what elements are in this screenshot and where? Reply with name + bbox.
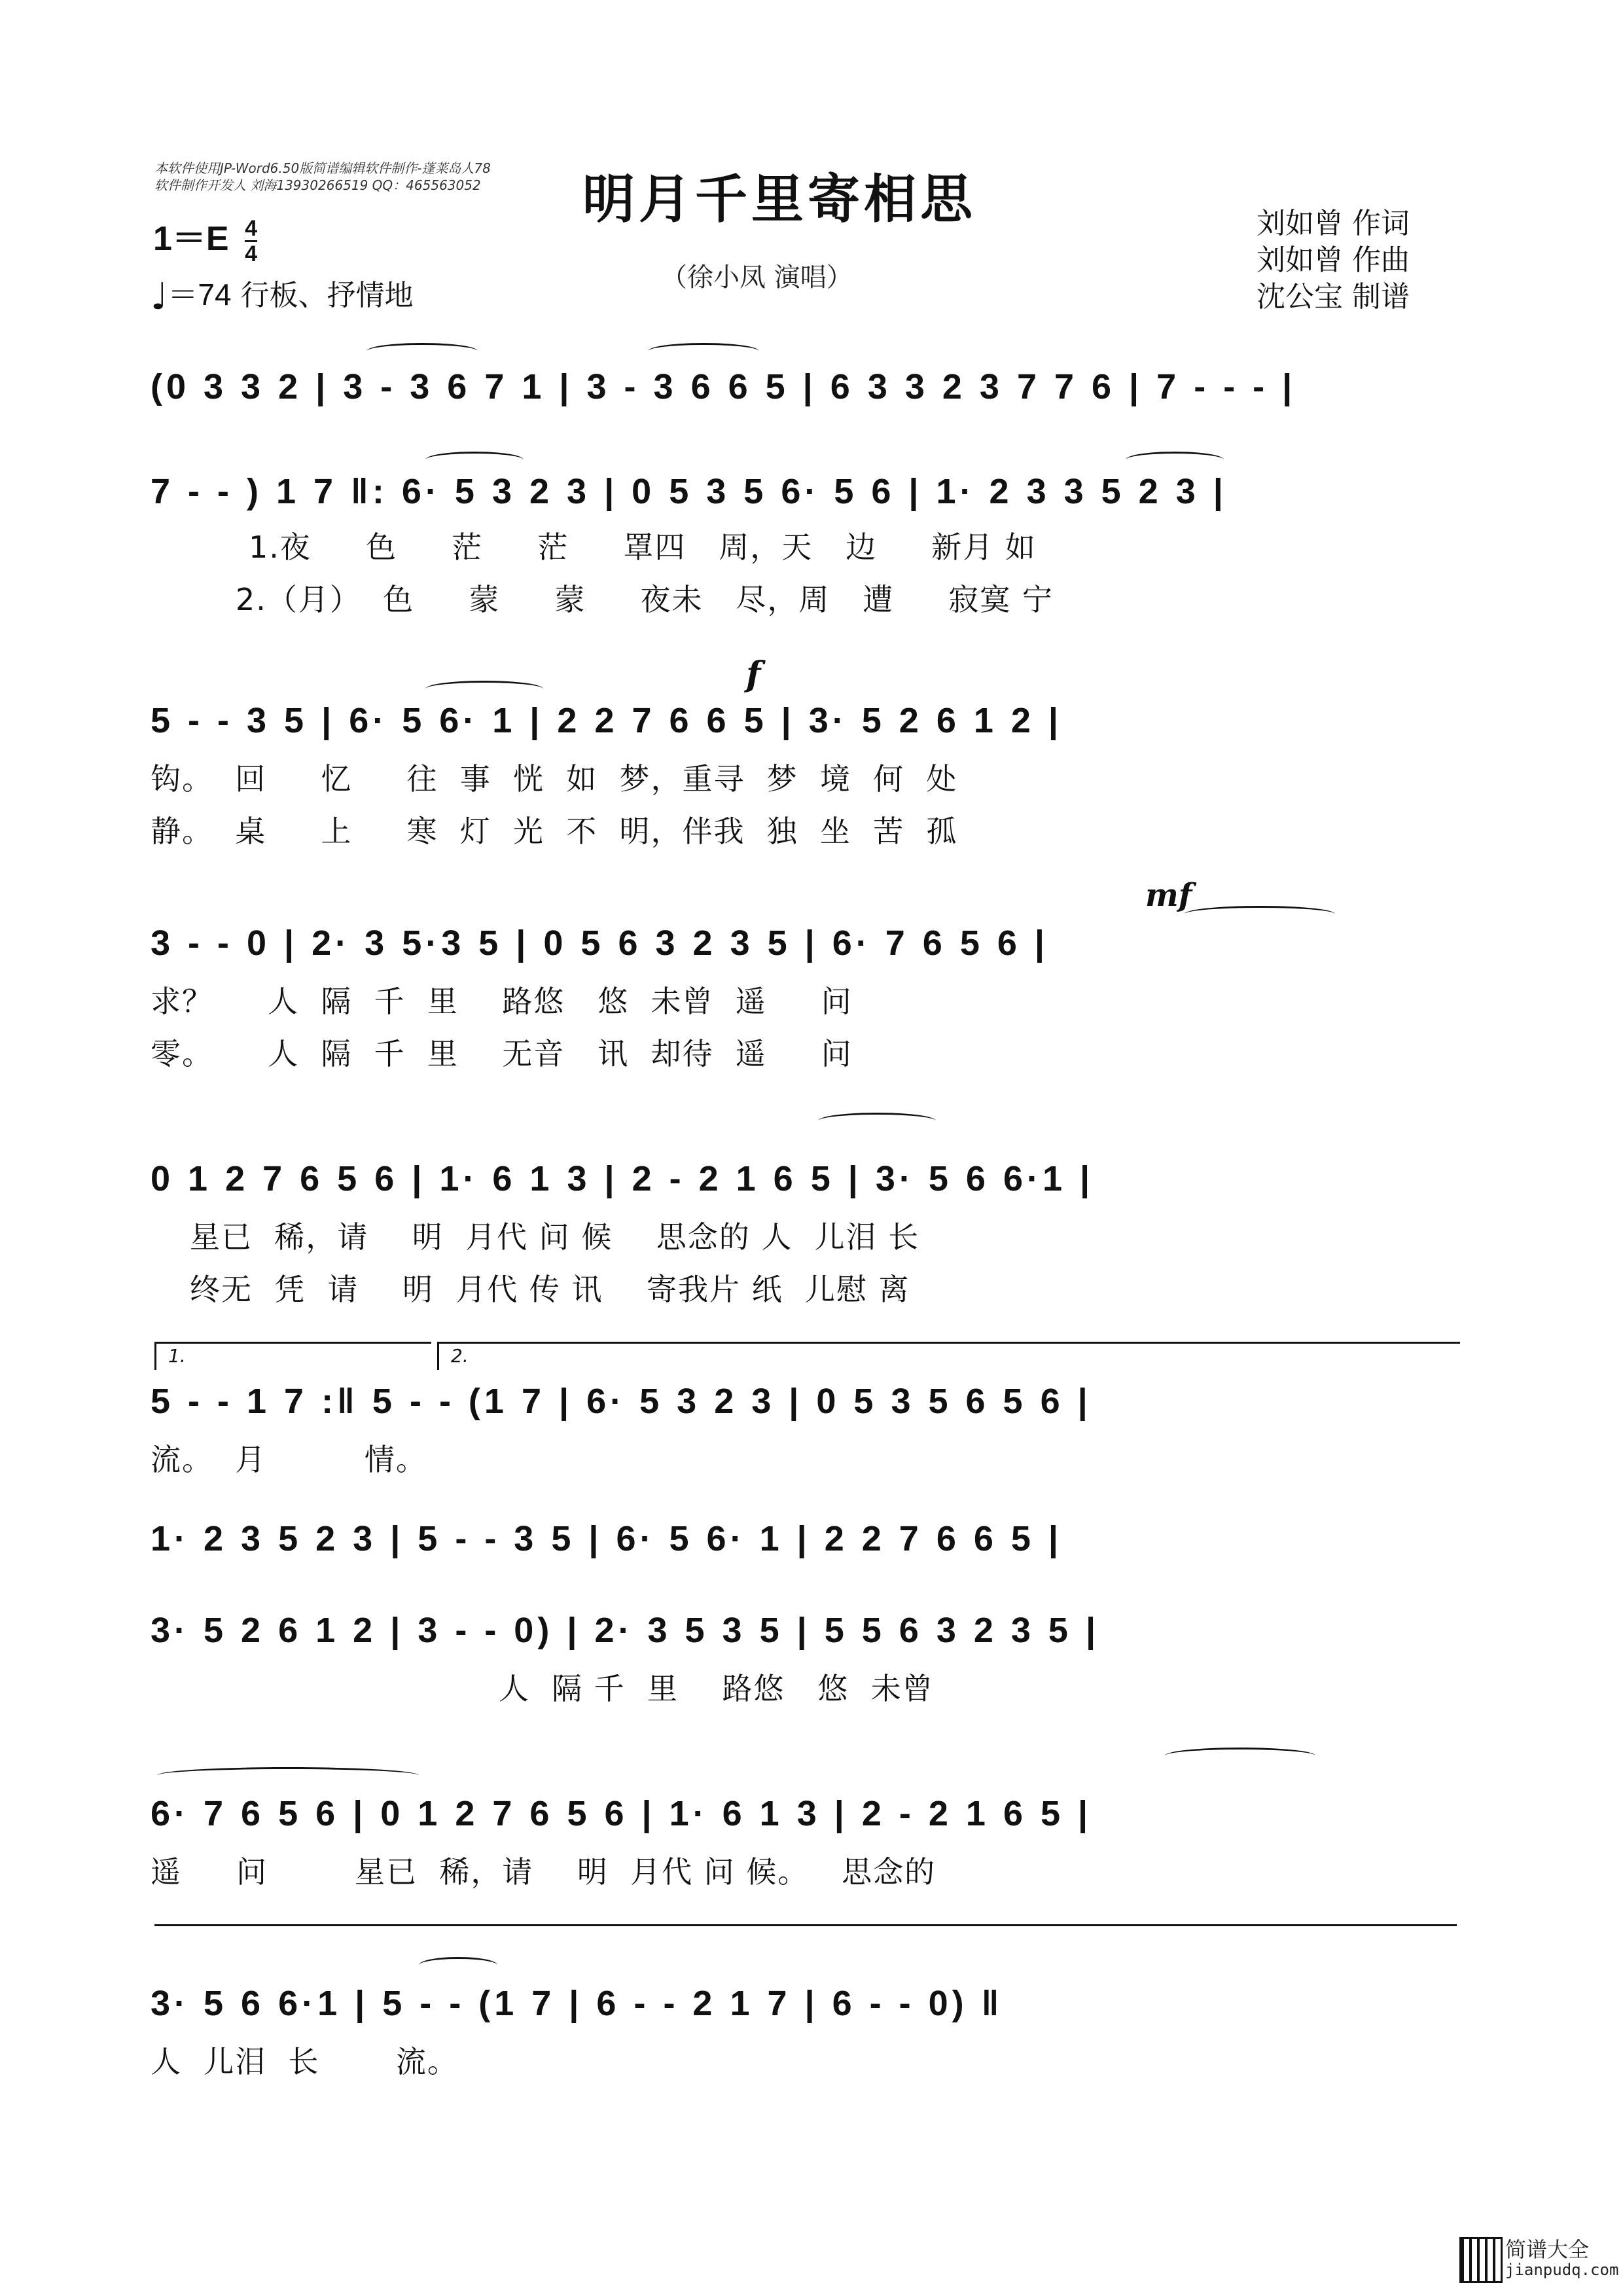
notes-line: 3· 5 2 6 1 2 | 3 - - 0) | 2· 3 5 3 5 | 5 5 6 3 2 3 5 | bbox=[151, 1611, 1100, 1650]
slur bbox=[366, 343, 478, 359]
slur bbox=[157, 1767, 419, 1784]
ending-bracket-1 bbox=[154, 1342, 431, 1370]
key-label: 1＝E bbox=[153, 220, 229, 258]
lyric-verse-2: 零。 人 隔 千 里 无音 讯 却待 遥 问 bbox=[151, 1036, 853, 1071]
score-system-10 bbox=[151, 1983, 1459, 2081]
notes-line: 5 - - 3 5 | 6· 5 6· 1 | 2 2 7 6 6 5 | 3· 5 2 6 1 2 | bbox=[151, 701, 1063, 740]
slur bbox=[648, 343, 759, 359]
lyric-line: 人 隔 千 里 路悠 悠 未曾 bbox=[151, 1671, 934, 1706]
dynamic-forte: f bbox=[746, 655, 761, 694]
composer-credit: 刘如曾 作曲 bbox=[1257, 243, 1410, 277]
time-signature-top: 4 bbox=[245, 215, 257, 241]
dynamic-mezzo-forte: mf bbox=[1145, 877, 1192, 914]
lyric-verse-1: 1.夜 色 茫 茫 罩四 周，天 边 新月 如 bbox=[249, 529, 1037, 565]
lyric-verse-2: 静。 桌 上 寒 灯 光 不 明，伴我 独 坐 苦 孤 bbox=[151, 814, 958, 849]
time-signature-bottom: 4 bbox=[245, 241, 257, 266]
slur bbox=[1185, 906, 1335, 922]
tempo-text: 行板、抒情地 bbox=[240, 279, 414, 312]
brand-url: jianpudq.com bbox=[1505, 2261, 1619, 2279]
lyric-verse-1: 求？ 人 隔 千 里 路悠 悠 未曾 遥 问 bbox=[151, 984, 853, 1019]
lyric-line: 人 儿泪 长 流。 bbox=[151, 2044, 459, 2079]
score-system-7 bbox=[151, 1518, 1459, 1559]
slur bbox=[818, 1113, 936, 1129]
notes-line: 7 - - ) 1 7 ‖: 6· 5 3 2 3 | 0 5 3 5 6· 5 6 | 1· 2 3 3 5 2 3 | bbox=[151, 472, 1227, 511]
slur bbox=[1165, 1748, 1315, 1764]
lyricist-credit: 刘如曾 作词 bbox=[1257, 207, 1410, 240]
ending-bracket-2 bbox=[437, 1342, 1460, 1370]
ending-2-label: 2. bbox=[451, 1345, 469, 1367]
tempo-bpm: ＝74 bbox=[168, 278, 232, 312]
slur bbox=[425, 681, 543, 697]
notes-line: (0 3 3 2 | 3 - 3 6 7 1 | 3 - 3 6 6 5 | 6 3 3 2 3 7 7 6 | 7 - - - | bbox=[151, 367, 1296, 406]
lyric-verse-2: 终无 凭 请 明 月代 传 讯 寄我片 纸 儿慰 离 bbox=[190, 1272, 910, 1307]
score-system-2 bbox=[151, 471, 1459, 619]
key-signature bbox=[153, 211, 257, 266]
lyric-verse-1: 星已 稀，请 明 月代 问 候 思念的 人 儿泪 长 bbox=[190, 1219, 920, 1255]
slur bbox=[419, 1957, 497, 1973]
score-system-9 bbox=[151, 1793, 1459, 1892]
singer-credit: （徐小凤 演唱） bbox=[661, 262, 853, 293]
lyric-line: 遥 问 星已 稀，请 明 月代 问 候。 思念的 bbox=[151, 1854, 936, 1890]
score-system-6 bbox=[151, 1381, 1459, 1479]
software-note-line-1: 本软件使用JP-Word6.50版简谱编辑软件制作-蓬莱岛人78 bbox=[154, 160, 491, 176]
score-system-3 bbox=[151, 700, 1459, 851]
lyric-verse-2: 2.（月） 色 蒙 蒙 夜未 尽，周 遭 寂寞 宁 bbox=[236, 582, 1054, 617]
quarter-note-icon: ♩ bbox=[151, 276, 168, 318]
lyric-verse-1: 钩。 回 忆 往 事 恍 如 梦，重寻 梦 境 何 处 bbox=[151, 761, 958, 797]
score-system-1 bbox=[151, 367, 1459, 407]
notes-line: 5 - - 1 7 :‖ 5 - - (1 7 | 6· 5 3 2 3 | 0 5 3 5 6 5 6 | bbox=[151, 1382, 1092, 1421]
score-system-8 bbox=[151, 1610, 1459, 1708]
software-note bbox=[154, 160, 491, 194]
notes-line: 0 1 2 7 6 5 6 | 1· 6 1 3 | 2 - 2 1 6 5 | 3· 5 6 6·1 | bbox=[151, 1159, 1094, 1198]
credits-block bbox=[1257, 206, 1410, 315]
score-system-5 bbox=[151, 1158, 1459, 1309]
lyric-line: 流。 月 情。 bbox=[151, 1442, 427, 1477]
piano-logo-icon bbox=[1459, 2237, 1503, 2283]
notes-line: 1· 2 3 5 2 3 | 5 - - 3 5 | 6· 5 6· 1 | 2 2 7 6 6 5 | bbox=[151, 1519, 1063, 1558]
software-note-line-2: 软件制作开发人 刘海13930266519 QQ：465563052 bbox=[154, 177, 481, 193]
slur bbox=[425, 452, 524, 468]
score-system-4 bbox=[151, 923, 1459, 1073]
system-top-rule bbox=[154, 1924, 1457, 1926]
ending-1-label: 1. bbox=[168, 1345, 186, 1367]
notes-line: 6· 7 6 5 6 | 0 1 2 7 6 5 6 | 1· 6 1 3 | 2 - 2 1 6 5 | bbox=[151, 1794, 1092, 1833]
slur bbox=[1126, 452, 1224, 468]
time-signature bbox=[245, 217, 257, 266]
song-title: 明月千里寄相思 bbox=[582, 169, 976, 230]
notes-line: 3· 5 6 6·1 | 5 - - (1 7 | 6 - - 2 1 7 | 6 - - 0) ‖ bbox=[151, 1984, 1003, 2023]
brand-name: 简谱大全 bbox=[1505, 2237, 1590, 2262]
tempo-marking bbox=[151, 271, 414, 318]
notes-line: 3 - - 0 | 2· 3 5·3 5 | 0 5 6 3 2 3 5 | 6· 7 6 5 6 | bbox=[151, 924, 1049, 963]
arranger-credit: 沈公宝 制谱 bbox=[1257, 280, 1410, 314]
